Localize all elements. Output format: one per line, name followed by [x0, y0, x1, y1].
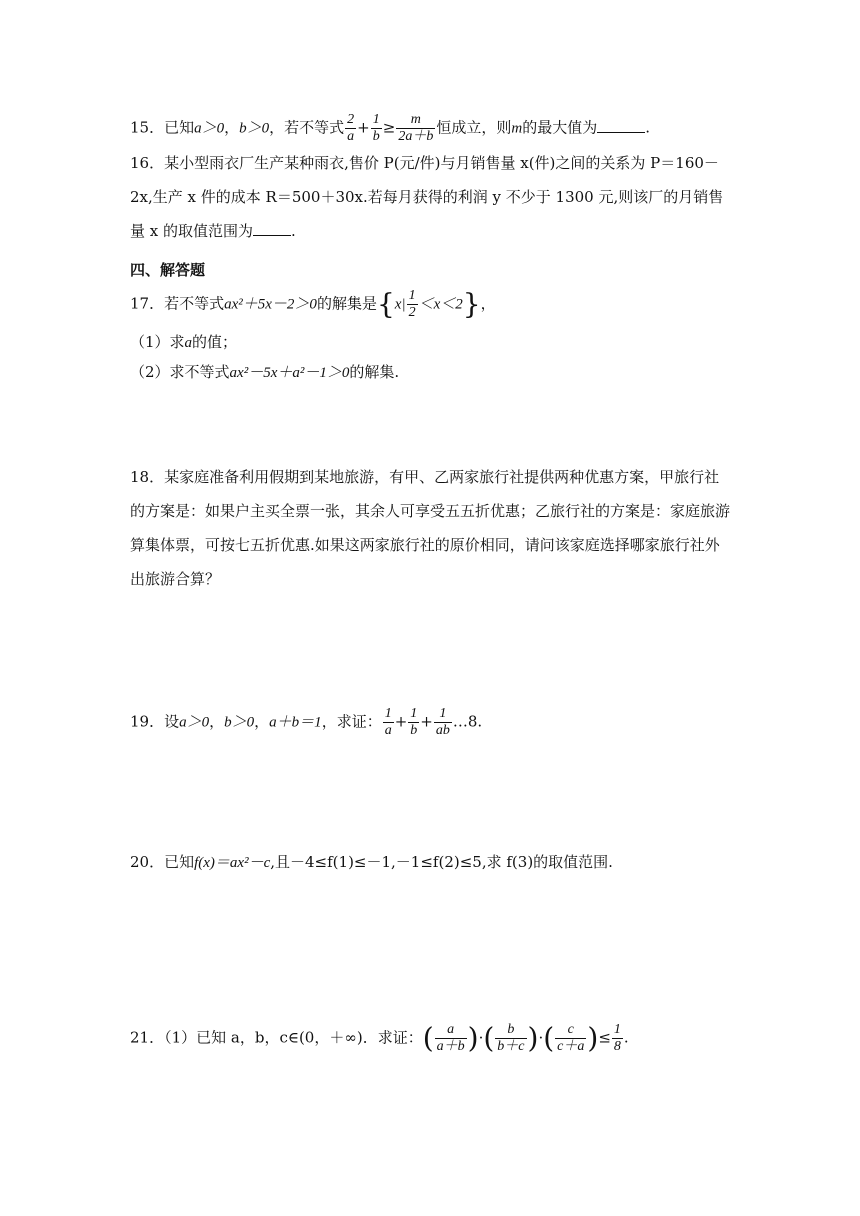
q16-answer-blank[interactable]: [253, 221, 291, 236]
question-15: 15．已知a＞0，b＞0，若不等式 $\frac{2}{a}$ + $\frac{1}{b}$ ≥ $\frac{m}{2a+b}$ 恒成立，则m的最大值为 .: [130, 112, 650, 144]
q17-number: 17．: [130, 294, 165, 313]
q21-number: 21．: [130, 1028, 165, 1047]
q15-fraction-2-over-a: $\frac{2}{a}$: [347, 112, 355, 144]
q17-part-1: （1）求a的值；: [130, 333, 238, 351]
q16-text: 16．某小型雨衣厂生产某种雨衣,售价 P(元/件)与月销售量 x(件)之间的关系为 P＝160－2x,生产 x 件的成本 R＝500＋30x.若每月获得的利润 y 不少于 1300 元,则该厂的月销售量 x 的取值范围为: [130, 154, 724, 240]
q18-text: 18．某家庭准备利用假期到某地旅游，有甲、乙两家旅行社提供两种优惠方案，甲旅行社的方案是：如果户主买全票一张，其余人可享受五五折优惠；乙旅行社的方案是：家庭旅游算集体票，可按七五折优惠.如果这两家旅行社的原价相同，请问该家庭选择哪家旅行社外出旅游合算？: [130, 468, 731, 588]
q19-fraction-1-over-b: $\frac{1}{b}$: [410, 706, 418, 738]
question-20: 20．已知f(x)＝ax²－c,且－4≤f(1)≤－1,－1≤f(2)≤5,求 f(3)的取值范围.: [130, 853, 613, 871]
q17-inequality: ax²＋5x－2＞0: [224, 296, 317, 313]
q15-fraction-m: $\frac{m}{2a+b}$: [398, 112, 434, 144]
q21-fraction-1-over-8: $\frac{1}{8}$: [613, 1022, 621, 1054]
question-21: 21．（1）已知 a，b，c∈(0，＋∞)．求证：( $\frac{a}{a+b}$ )·( $\frac{b}{b+c}$ )·( $\frac{c}{c+a}$ )≤ $\frac{1}{8}$ .: [130, 1021, 629, 1055]
q17-part-2: （2）求不等式ax²－5x＋a²－1＞0的解集.: [130, 363, 400, 381]
question-18: [130, 460, 730, 596]
section-title: 四、解答题: [130, 261, 206, 279]
q19-fraction-1-over-a: $\frac{1}{a}$: [384, 706, 392, 738]
question-19: 19．设a＞0，b＞0，a＋b＝1，求证： $\frac{1}{a}$ + $\frac{1}{b}$ + $\frac{1}{ab}$ …8.: [130, 706, 483, 738]
question-17: 17．若不等式ax²＋5x－2＞0的解集是{x| $\frac{1}{2}$ ＜x＜2}，: [130, 287, 496, 321]
q15-number: 15．: [130, 118, 165, 137]
q21-fraction-b: $\frac{b}{b+c}$: [497, 1022, 525, 1054]
q21-fraction-c: $\frac{c}{c+a}$: [557, 1022, 585, 1054]
q21-fraction-a: $\frac{a}{a+b}$: [436, 1022, 465, 1054]
q15-cond-b: b＞0: [239, 120, 270, 137]
q15-answer-blank[interactable]: [597, 118, 645, 133]
question-16: 16．某小型雨衣厂生产某种雨衣,售价 P(元/件)与月销售量 x(件)之间的关系为 P＝160－2x,生产 x 件的成本 R＝500＋30x.若每月获得的利润 y 不少于 1300 元,则该厂的月销售量 x 的取值范围为 .: [130, 154, 724, 240]
q19-fraction-1-over-ab: $\frac{1}{ab}$: [435, 706, 450, 738]
q20-function: f(x)＝ax²－c: [194, 855, 271, 871]
q20-number: 20．: [130, 853, 165, 871]
q15-cond-a: a＞0: [194, 120, 225, 137]
q17-fraction-half: $\frac{1}{2}$: [408, 288, 416, 320]
q15-fraction-1-over-b: $\frac{1}{b}$: [372, 112, 380, 144]
q19-number: 19．: [130, 712, 165, 731]
